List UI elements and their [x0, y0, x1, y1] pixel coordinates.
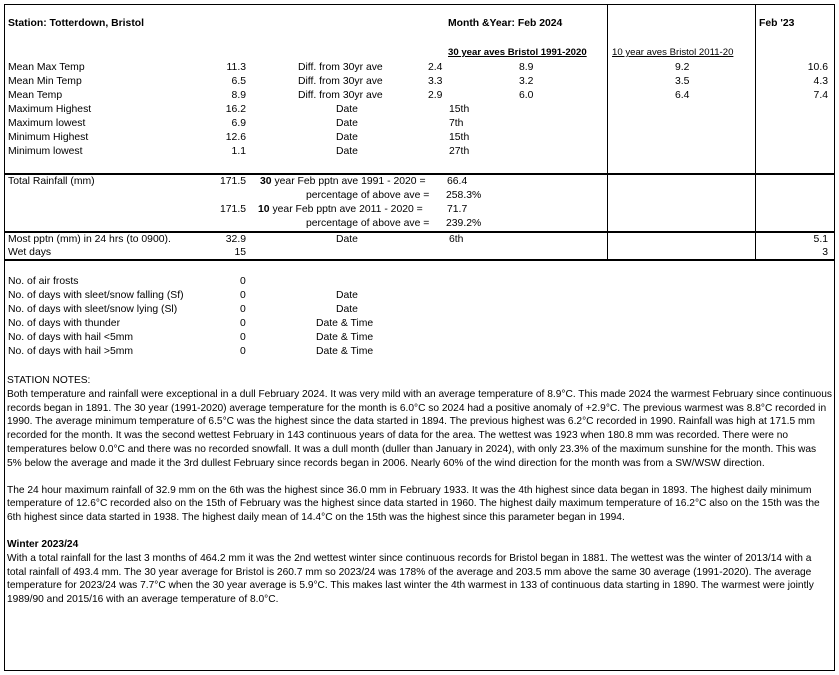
- diff-label: Diff. from 30yr ave: [298, 90, 383, 101]
- date-value: 15th: [449, 104, 470, 115]
- wet-days-value: 15: [234, 247, 246, 258]
- prev-value: 4.3: [813, 76, 828, 87]
- date-value: 27th: [449, 146, 470, 157]
- count-value: 0: [240, 290, 246, 301]
- divider-pptn-bottom: [4, 259, 835, 261]
- most-pptn-label: Most pptn (mm) in 24 hrs (to 0900).: [8, 234, 171, 245]
- rainfall-ave10-value: 71.7: [447, 204, 468, 215]
- divider-rain-bottom: [4, 231, 835, 233]
- station-name: Station: Totterdown, Bristol: [8, 18, 145, 29]
- wet-days-label: Wet days: [8, 247, 52, 258]
- rainfall-value: 171.5: [219, 176, 246, 187]
- notes-paragraph-2: The 24 hour maximum rainfall of 32.9 mm on the 6th was the highest since 36.0 mm in February 1933. It was the 4th highest since data began in 1893. The highest daily minimum temperature of 12.6°C recorded also on the 15th of February was the highest since data started in 1960. The highest daily maximum temperature of 16.2°C also on the 15th was the 6th highest since data started in 1938. The highest daily mean of 14.4°C on the 15th was the highest since this parameter began in 1994.: [7, 484, 820, 524]
- avg30-value: 8.9: [519, 62, 534, 73]
- pct10-value: 239.2%: [446, 218, 482, 229]
- count-value: 0: [240, 304, 246, 315]
- most-pptn-date-label: Date: [336, 234, 358, 245]
- pct30-label: percentage of above ave =: [306, 190, 430, 201]
- count-label: No. of air frosts: [8, 276, 79, 287]
- count-date-label: Date: [336, 304, 358, 315]
- count-label: No. of days with hail >5mm: [8, 346, 134, 357]
- temp-label: Mean Max Temp: [8, 62, 85, 73]
- extreme-value: 16.2: [225, 104, 246, 115]
- diff-value: 2.4: [428, 62, 443, 73]
- divider-col-10yr: [607, 4, 608, 260]
- count-label: No. of days with hail <5mm: [8, 332, 134, 343]
- diff-label: Diff. from 30yr ave: [298, 76, 383, 87]
- extreme-value: 12.6: [225, 132, 246, 143]
- date-value: 15th: [449, 132, 470, 143]
- count-value: 0: [240, 346, 246, 357]
- temp-value: 11.3: [226, 62, 246, 73]
- count-label: No. of days with sleet/snow lying (Sl): [8, 304, 178, 315]
- border-top: [4, 4, 835, 5]
- extreme-label: Minimum Highest: [8, 132, 89, 143]
- rainfall-ave30-value: 66.4: [447, 176, 468, 187]
- extreme-label: Maximum Highest: [8, 104, 92, 115]
- rainfall-value-2: 171.5: [219, 204, 246, 215]
- count-date-label: Date: [336, 290, 358, 301]
- wet-days-prev: 3: [822, 247, 828, 258]
- count-label: No. of days with sleet/snow falling (Sf): [8, 290, 184, 301]
- avg10-value: 9.2: [675, 62, 690, 73]
- notes-spacer: [7, 471, 832, 484]
- station-notes: [7, 374, 832, 607]
- notes-paragraph-3: With a total rainfall for the last 3 months of 464.2 mm it was the 2nd wettest winter since continuous records for Bristol began in 1881. The wettest was the winter of 2013/14 with a total rainfall of 493.4 mm. The 30 year average for Bristol is 260.7 mm so 2023/24 was 178% of the average and 203.5 mm above the same 30 average (1991-2020). The average temperature for 2023/24 was 7.7°C when the 30 year average is 5.9°C. This makes last winter the 4th warmest in 133 of continuous data starting in 1890. The warmest were jointly 1989/90 and 2015/16 with an average temperature of 8.0°C.: [7, 552, 814, 606]
- divider-rain-top: [4, 173, 835, 175]
- count-label: No. of days with thunder: [8, 318, 121, 329]
- pct30-value: 258.3%: [446, 190, 482, 201]
- border-right: [834, 4, 835, 671]
- avg30-heading: 30 year aves Bristol 1991-2020: [448, 47, 587, 58]
- most-pptn-date: 6th: [449, 234, 464, 245]
- temp-value: 6.5: [231, 76, 246, 87]
- extreme-value: 1.1: [231, 146, 246, 157]
- date-value: 7th: [449, 118, 464, 129]
- extreme-label: Maximum lowest: [8, 118, 86, 129]
- divider-col-prev: [755, 4, 756, 260]
- count-date-label: Date & Time: [316, 346, 374, 357]
- temp-label: Mean Min Temp: [8, 76, 82, 87]
- ave30-years: 30: [260, 176, 272, 187]
- most-pptn-prev: 5.1: [813, 234, 828, 245]
- winter-heading: Winter 2023/24: [7, 538, 79, 550]
- extreme-label: Minimum lowest: [8, 146, 83, 157]
- ave10-years: 10: [258, 204, 270, 215]
- avg10-value: 6.4: [675, 90, 690, 101]
- avg30-value: 3.2: [519, 76, 534, 87]
- count-value: 0: [240, 332, 246, 343]
- border-left: [4, 4, 5, 671]
- border-bottom: [4, 670, 835, 671]
- avg10-heading: 10 year aves Bristol 2011-20: [612, 47, 734, 58]
- count-value: 0: [240, 276, 246, 287]
- prev-value: 10.6: [807, 62, 828, 73]
- notes-paragraph-1: Both temperature and rainfall were exceptional in a dull February 2024. It was very mild with an average temperature of 8.9°C. This made 2024 the warmest February since continuous records began in 1891. The 30 year (1991-2020) average temperature for the month is 6.0°C so 2024 had a positive anomaly of +2.9°C. The previous warmest was 8.8°C recorded in 1990. The average minimum temperature of 6.5°C was the highest since the data started in 1894. The previous highest was 6.2°C recorded in 1990. Rainfall was high at 171.5 mm recorded for the month. It was the second wettest February in 143 continuous years of data for the area. The wettest was 1923 when 180.8 mm was recorded. There were no temperatures below 0.0°C and there was no recorded snowfall. It was a dull month (duller than January in 2024), with only 23.3% of the maximum sunshine for the month. This was 5% below the average and made it the 3rd dullest February since records began in 2006. Nearly 60% of the wind direction for the month was from a SW/WSW direction.: [7, 388, 832, 469]
- notes-heading: STATION NOTES:: [7, 375, 91, 386]
- diff-value: 3.3: [428, 76, 443, 87]
- date-label: Date: [336, 104, 358, 115]
- rainfall-label: Total Rainfall (mm): [8, 176, 95, 187]
- notes-spacer: [7, 525, 832, 538]
- date-label: Date: [336, 146, 358, 157]
- count-value: 0: [240, 318, 246, 329]
- prev-value: 7.4: [813, 90, 828, 101]
- ave30-text: year Feb pptn ave 1991 - 2020 =: [271, 176, 426, 187]
- most-pptn-value: 32.9: [225, 234, 246, 245]
- avg30-value: 6.0: [519, 90, 534, 101]
- extreme-value: 6.9: [231, 118, 246, 129]
- avg10-value: 3.5: [675, 76, 690, 87]
- prev-year-heading: Feb '23: [759, 18, 795, 29]
- temp-value: 8.9: [231, 90, 246, 101]
- diff-value: 2.9: [428, 90, 443, 101]
- temp-label: Mean Temp: [8, 90, 63, 101]
- rainfall-ave10-label: [258, 204, 423, 216]
- count-date-label: Date & Time: [316, 332, 374, 343]
- month-year: Month &Year: Feb 2024: [448, 18, 563, 29]
- date-label: Date: [336, 118, 358, 129]
- diff-label: Diff. from 30yr ave: [298, 62, 383, 73]
- rainfall-ave30-label: [260, 176, 426, 188]
- count-date-label: Date & Time: [316, 318, 374, 329]
- date-label: Date: [336, 132, 358, 143]
- pct10-label: percentage of above ave =: [306, 218, 430, 229]
- ave10-text: year Feb pptn ave 2011 - 2020 =: [269, 204, 423, 215]
